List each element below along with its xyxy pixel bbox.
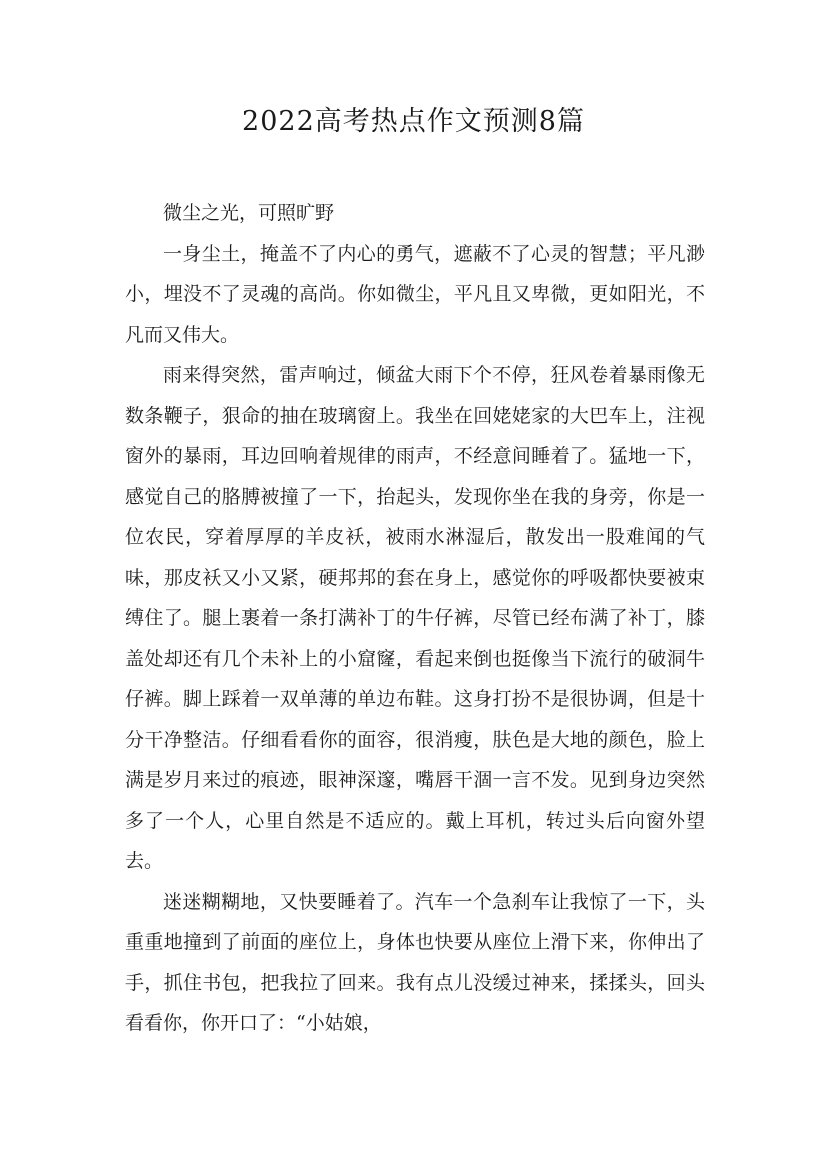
document-body: [125, 193, 705, 1044]
paragraph: 雨来得突然，雷声响过，倾盆大雨下个不停，狂风卷着暴雨像无数条鞭子，狠命的抽在玻璃窗上。我坐在回姥姥家的大巴车上，注视窗外的暴雨，耳边回响着规律的雨声，不经意间睡着了。猛地一下，感觉自己的胳膊被撞了一下，抬起头，发现你坐在我的身旁，你是一位农民，穿着厚厚的羊皮袄，被雨水淋湿后，散发出一股难闻的气味，那皮袄又小又紧，硬邦邦的套在身上，感觉你的呼吸都快要被束缚住了。腿上裹着一条打满补丁的牛仔裤，尽管已经布满了补丁，膝盖处却还有几个未补上的小窟窿，看起来倒也挺像当下流行的破洞牛仔裤。脚上踩着一双单薄的单边布鞋。这身打扮不是很协调，但是十分干净整洁。仔细看看你的面容，很消瘦，肤色是大地的颜色，脸上满是岁月来过的痕迹，眼神深邃，嘴唇干涸一言不发。见到身边突然多了一个人，心里自然是不适应的。戴上耳机，转过头后向窗外望去。: [125, 364, 705, 872]
essay-heading: 微尘之光，可照旷野: [163, 202, 335, 224]
paragraph: 一身尘土，掩盖不了内心的勇气，遮蔽不了心灵的智慧；平凡渺小，埋没不了灵魂的高尚。你如微尘，平凡且又卑微，更如阳光，不凡而又伟大。: [125, 242, 705, 346]
document-title: 2022高考热点作文预测8篇: [242, 106, 585, 137]
paragraph: 迷迷糊糊地，又快要睡着了。汽车一个急刹车让我惊了一下，头重重地撞到了前面的座位上，身体也快要从座位上滑下来，你伸出了手，抓住书包，把我拉了回来。我有点儿没缓过神来，揉揉头，回头看看你，你开口了：“小姑娘，: [125, 890, 705, 1034]
